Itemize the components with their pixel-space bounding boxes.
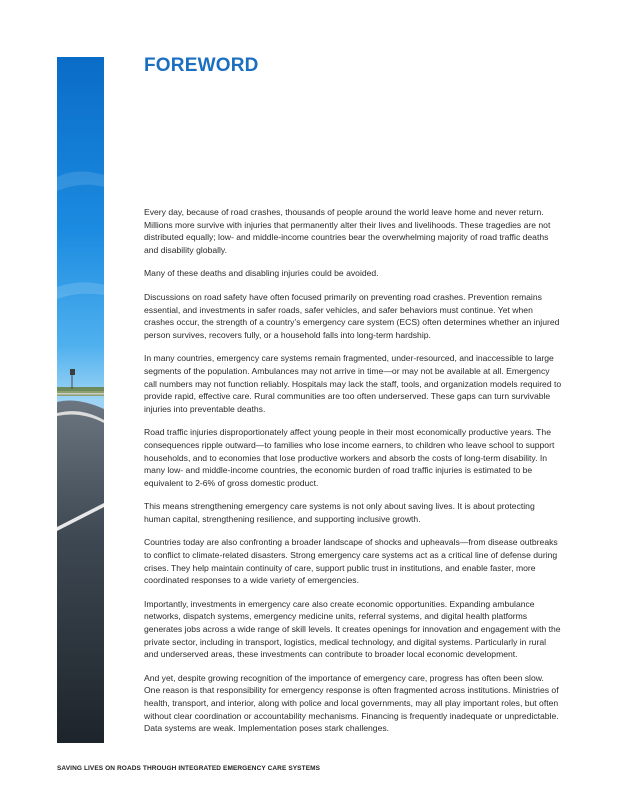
paragraph: Countries today are also confronting a broader landscape of shocks and upheavals—from disease outbreaks to conflict to climate-related disasters. Strong emergency care systems act as a critical line of defense during crises. They help maintain continuity of care, support public trust in institutions, and enable faster, more coordinated responses to a wide variety of emergencies. — [144, 537, 558, 586]
paragraph: Discussions on road safety have often focused primarily on preventing road crashes. Prevention remains essential, and investments in safer roads, safer vehicles, and safer behaviors must continue. Yet when crashes occur, the strength of a country’s emergency care system (ECS) often determines whether an injured person survives, recovers fully, or a household falls into long-term hardship. — [144, 291, 560, 340]
paragraph: And yet, despite growing recognition of the importance of emergency care, progress has often been slow. One reason is that responsibility for emergency response is often fragmented across institutions. Ministries of health, transport, and interior, along with police and local governments, may all play important roles, but often without clear coordination or accountability mechanisms. Financing is frequently inadequate or unpredictable. Data systems are weak. Implementation poses stark challenges. — [144, 672, 559, 734]
road-photo-illustration — [57, 57, 104, 743]
paragraph: This means strengthening emergency care systems is not only about saving lives. It is about protecting human capital, strengthening resilience, and supporting inclusive growth. — [144, 501, 535, 524]
road-photo — [57, 57, 104, 743]
paragraph: Every day, because of road crashes, thousands of people around the world leave home and never return. Millions more survive with injuries that permanently alter their lives and livelihoods. These tragedies are not distributed equally; low- and middle-income countries bear the overwhelming majority of road traffic deaths and disability globally. — [144, 207, 551, 255]
paragraph: Importantly, investments in emergency care also create economic opportunities. Expanding ambulance networks, dispatch systems, emergency medicine units, referral systems, and digital health platforms generates jobs across a wide range of skill levels. It creates openings for innovation and engagement with the private sector, including in transport, logistics, medical technology, and digital systems. Particularly in rural and underserved areas, these investments can contribute to broader local economic development. — [144, 598, 561, 660]
paragraph: Many of these deaths and disabling injuries could be avoided. — [144, 268, 379, 279]
running-footer: SAVING LIVES ON ROADS THROUGH INTEGRATED EMERGENCY CARE SYSTEMS — [57, 765, 321, 772]
page-title: FOREWORD — [144, 55, 259, 76]
foreword-body — [144, 206, 562, 746]
paragraph: In many countries, emergency care systems remain fragmented, under-resourced, and inaccessible to large segments of the population. Ambulances may not arrive in time—or may not be available at all. Emergency call numbers may not function reliably. Hospitals may lack the staff, tools, and organization models required to provide rapid, effective care. Rural communities are too often underserved. These gaps can turn survivable injuries into preventable deaths. — [144, 353, 562, 414]
paragraph: Road traffic injuries disproportionately affect young people in their most economically productive years. The consequences ripple outward—to families who lose income earners, to children who leave school to support households, and to economies that lose productive workers and absorb the costs of long-term disability. In many low- and middle-income countries, the economic burden of road traffic injuries is estimated to be equivalent to 2-6% of gross domestic product. — [144, 427, 555, 488]
